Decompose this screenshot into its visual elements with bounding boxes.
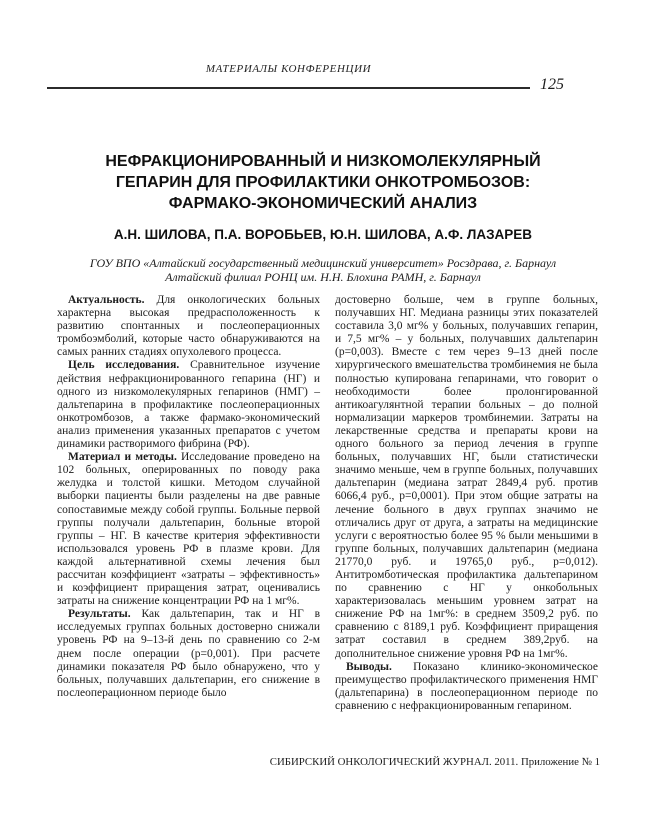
page-number: 125 bbox=[540, 76, 564, 93]
affiliation-block bbox=[40, 256, 606, 284]
paragraph-rezultaty-continued bbox=[335, 294, 598, 661]
paragraph-lead: Результаты. bbox=[68, 608, 131, 621]
authors-line: А.Н. ШИЛОВА, П.А. ВОРОБЬЕВ, Ю.Н. ШИЛОВА, А.Ф. ЛАЗАРЕВ bbox=[113, 227, 533, 242]
article-title-line-1: НЕФРАКЦИОНИРОВАННЫЙ И НИЗКОМОЛЕКУЛЯРНЫЙ bbox=[105, 153, 541, 170]
affiliation-line-1: ГОУ ВПО «Алтайский государственный медицинский университет» Росздрава, г. Барнаул bbox=[89, 256, 557, 270]
paragraph-text: Как дальтепарин, так и НГ в исследуемых группах больных достоверно снижали уровень РФ на 9–13-й день по сравнению со 2-м днем после операции (p=0,001). При расчете динамики показателя РФ было обнаружено, что у больных, получавших дальтепарин, его снижение в послеоперационном периоде было bbox=[57, 608, 320, 699]
paragraph-rezultaty bbox=[57, 608, 320, 700]
paragraph-text: Исследование проведено на 102 больных, оперированных по поводу рака желудка и толстой кишки. Методом случайной выборки пациенты были разделены на две равные сопоставимые между собой группы. Больные первой группы получали дальтепарин, больные второй группы – НГ. В качестве критерия эффективности использовался уровень РФ в плазме крови. Для каждой альтернативной схемы лечения был рассчитан коэффициент «затраты – эффективность» и коэффициент приращения затрат, оценивались затраты на снижение концентрации РФ на 1 мг%. bbox=[57, 451, 320, 608]
paragraph-lead: Актуальность. bbox=[68, 294, 145, 306]
paragraph-text: Для онкологических больных характерна высокая предрасположенность к развитию спонтанных и послеоперационных тромбоэмболий, которые часто обнаруживаются на самых ранних стадиях опухолевого процесса. bbox=[57, 294, 320, 359]
journal-footer: СИБИРСКИЙ ОНКОЛОГИЧЕСКИЙ ЖУРНАЛ. 2011. Приложение № 1 bbox=[269, 756, 600, 768]
paragraph-tsel-issledovaniya bbox=[57, 359, 320, 451]
running-header: МАТЕРИАЛЫ КОНФЕРЕНЦИИ bbox=[205, 63, 372, 75]
paragraph-lead: Цель исследования. bbox=[68, 359, 180, 372]
article-title bbox=[47, 151, 599, 214]
paragraph-text: достоверно больше, чем в группе больных, получавших НГ. Медиана разницы этих показателей составила 3,0 мг% у больных, получавших гепарин, и 7,5 мг% – у больных, получавших дальтепарин (p=0,003). Вместе с тем через 9–13 дней после хирургического вмешательства тромбинемия не была полностью купирована гепаринами, что говорит о необходимости более пролонгированной антикоагулянтной терапии больных – до полной нормализации маркеров тромбинемии. Затраты на лекарственные средства и препараты крови на одного больного за период лечения в группе больных, получавших НГ, были статистически значимо меньше, чем в группе больных, получавших дальтепарин (медиана затрат 2849,4 руб. против 6066,4 руб., p=0,0001). При этом общие затраты на лечение больного в двух группах значимо не отличались друг от друга, а затраты на медицинские услуги с вероятностью более 95 % были меньшими в группе больных, получавших дальтепарин (медиана 21770,0 руб. и 19765,0 руб., p=0,012). Антитромботическая профилактика дальтепарином по сравнению с НГ у онкобольных характеризовалась меньшим уровнем затрат на снижение РФ на 1мг%: в среднем 3509,2 руб. по сравнению с 8189,1 руб. Коэффициент приращения затрат составил в среднем 389,2руб. на дополнительное снижение уровня РФ на 1мг%. bbox=[335, 294, 598, 660]
paragraph-aktualnost bbox=[57, 294, 320, 359]
left-column bbox=[57, 294, 320, 713]
paragraph-lead: Материал и методы. bbox=[68, 451, 177, 464]
affiliation-line-2: Алтайский филиал РОНЦ им. Н.Н. Блохина РАМН, г. Барнаул bbox=[165, 270, 481, 284]
paragraph-lead: Выводы. bbox=[346, 660, 392, 673]
article-title-line-2: ГЕПАРИН ДЛЯ ПРОФИЛАКТИКИ ОНКОТРОМБОЗОВ: bbox=[115, 174, 531, 191]
paragraph-vyvody bbox=[335, 661, 598, 713]
paragraph-material-i-metody bbox=[57, 451, 320, 608]
article-body bbox=[57, 294, 598, 713]
article-title-line-3: ФАРМАКО-ЭКОНОМИЧЕСКИЙ АНАЛИЗ bbox=[168, 195, 478, 212]
paragraph-text: Сравнительное изучение действия нефракционированного гепарина (НГ) и одного из низкомолекулярных гепаринов (НМГ) – дальтепарина в профилактике послеоперационных онкотромбозов, а также фармако-экономический анализ применения указанных препаратов с учетом динамики растворимого фибрина (РФ). bbox=[57, 359, 320, 451]
right-column bbox=[335, 294, 598, 713]
header-rule bbox=[47, 87, 530, 89]
paragraph-text: Показано клинико-экономическое преимущество профилактического применения НМГ (дальтепарина) в послеоперационном периоде по сравнению с нефракционированным гепарином. bbox=[335, 660, 598, 712]
